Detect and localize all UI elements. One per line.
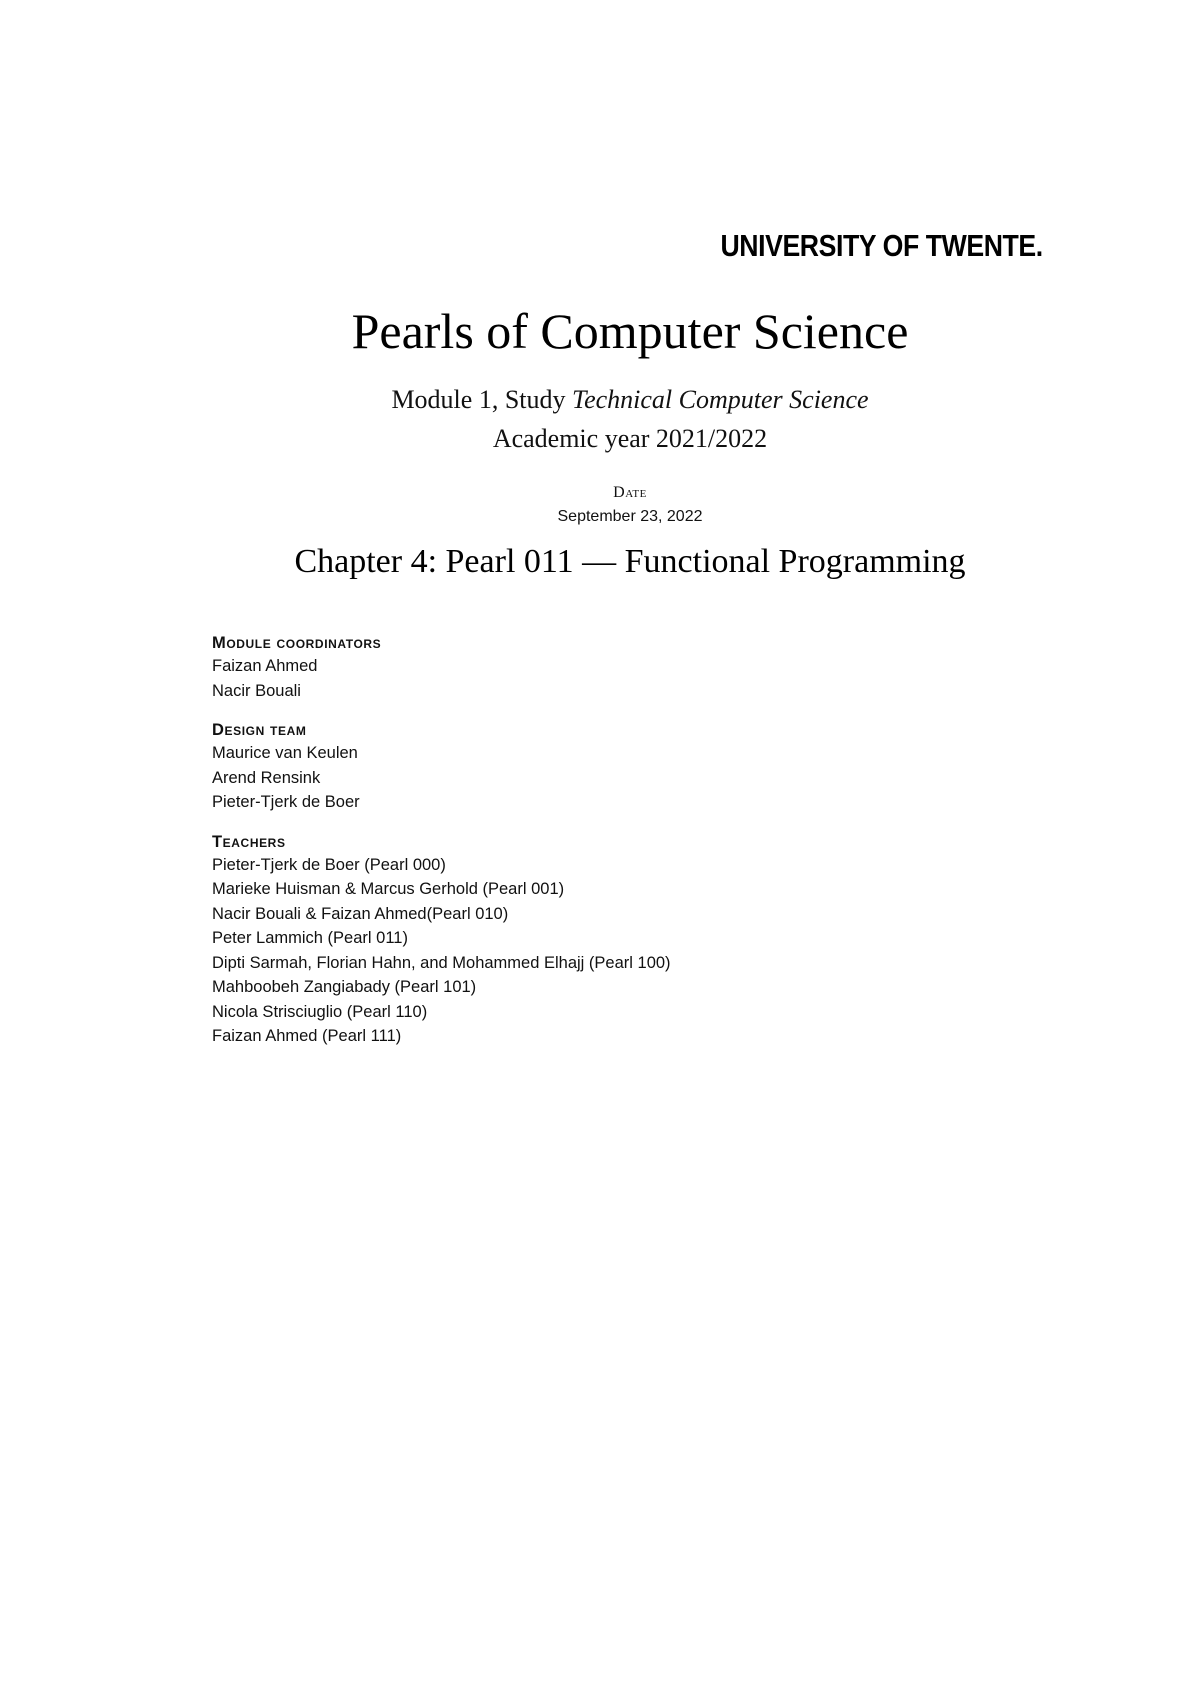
teacher-entry: Peter Lammich (Pearl 011)	[212, 929, 408, 947]
document-title: Pearls of Computer Science	[351, 303, 909, 359]
coordinator-name: Faizan Ahmed	[212, 657, 318, 675]
design-team-member: Pieter-Tjerk de Boer	[212, 793, 360, 811]
design-team-member: Maurice van Keulen	[212, 744, 358, 762]
university-logo: UNIVERSITY OF TWENTE.	[720, 228, 1043, 263]
study-name: Technical Computer Science	[572, 385, 869, 414]
credits-block	[212, 632, 1012, 1065]
section-heading: Module coordinators	[212, 634, 382, 652]
design-team-section	[212, 719, 1012, 815]
teacher-entry: Nicola Strisciuglio (Pearl 110)	[212, 1002, 428, 1021]
academic-year: Academic year 2021/2022	[492, 424, 768, 453]
section-heading: Design team	[212, 721, 307, 739]
teachers-section	[212, 831, 1012, 1049]
teacher-entry: Mahboobeh Zangiabady (Pearl 101)	[212, 978, 477, 996]
module-prefix: Module 1, Study	[391, 385, 573, 414]
chapter-title: Chapter 4: Pearl 011 — Functional Programming	[294, 543, 966, 580]
teacher-entry: Nacir Bouali & Faizan Ahmed(Pearl 010)	[212, 904, 509, 923]
module-coordinators-section	[212, 632, 1012, 703]
teacher-entry: Marieke Huisman & Marcus Gerhold (Pearl 001)	[212, 880, 565, 898]
date-value: September 23, 2022	[557, 508, 703, 525]
section-heading: Teachers	[212, 832, 286, 851]
teacher-entry: Pieter-Tjerk de Boer (Pearl 000)	[212, 855, 446, 874]
module-line	[0, 385, 1200, 415]
teacher-entry: Faizan Ahmed (Pearl 111)	[212, 1027, 402, 1045]
coordinator-name: Nacir Bouali	[212, 681, 301, 700]
date-label: Date	[613, 484, 647, 501]
teacher-entry: Dipti Sarmah, Florian Hahn, and Mohammed Elhajj (Pearl 100)	[212, 953, 671, 972]
design-team-member: Arend Rensink	[212, 768, 321, 787]
